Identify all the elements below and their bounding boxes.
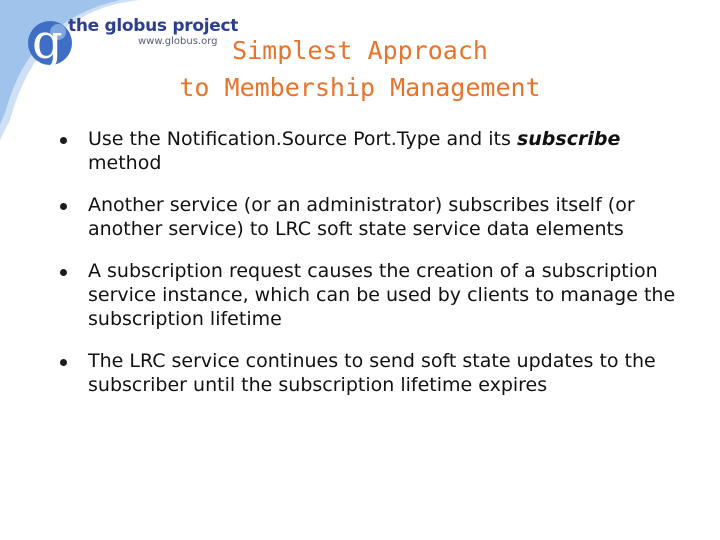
- logo-letter: g: [32, 14, 63, 70]
- bullet-text: The LRC service continues to send soft state updates to the subscriber until the subscription lifetime expires: [88, 350, 656, 396]
- logo-name: the globus project: [68, 16, 239, 36]
- bullet-item: [60, 259, 680, 331]
- bullet-list: [60, 127, 680, 397]
- bullet-item: [60, 193, 680, 241]
- slide-title: [90, 32, 630, 106]
- title-line-2: to Membership Management: [179, 73, 541, 102]
- bullet-text-after: method: [88, 152, 162, 174]
- bullet-text: Another service (or an administrator) subscribes itself (or another service) to LRC soft state service data elements: [88, 194, 635, 240]
- bullet-emphasis: subscribe: [516, 128, 621, 150]
- bullet-text-before: Use the Notification.Source Port.Type and its: [88, 128, 517, 150]
- bullet-dot-icon: [60, 269, 67, 276]
- bullet-item: [60, 127, 680, 175]
- bullet-item: [60, 349, 680, 397]
- bullet-dot-icon: [60, 137, 67, 144]
- logo-url: www.globus.org: [138, 36, 218, 47]
- bullet-dot-icon: [60, 359, 67, 366]
- bullet-text: A subscription request causes the creation of a subscription service instance, which can be used by clients to manage the subscription lifetime: [88, 260, 676, 330]
- title-line-1: Simplest Approach: [232, 36, 488, 65]
- bullet-dot-icon: [60, 203, 67, 210]
